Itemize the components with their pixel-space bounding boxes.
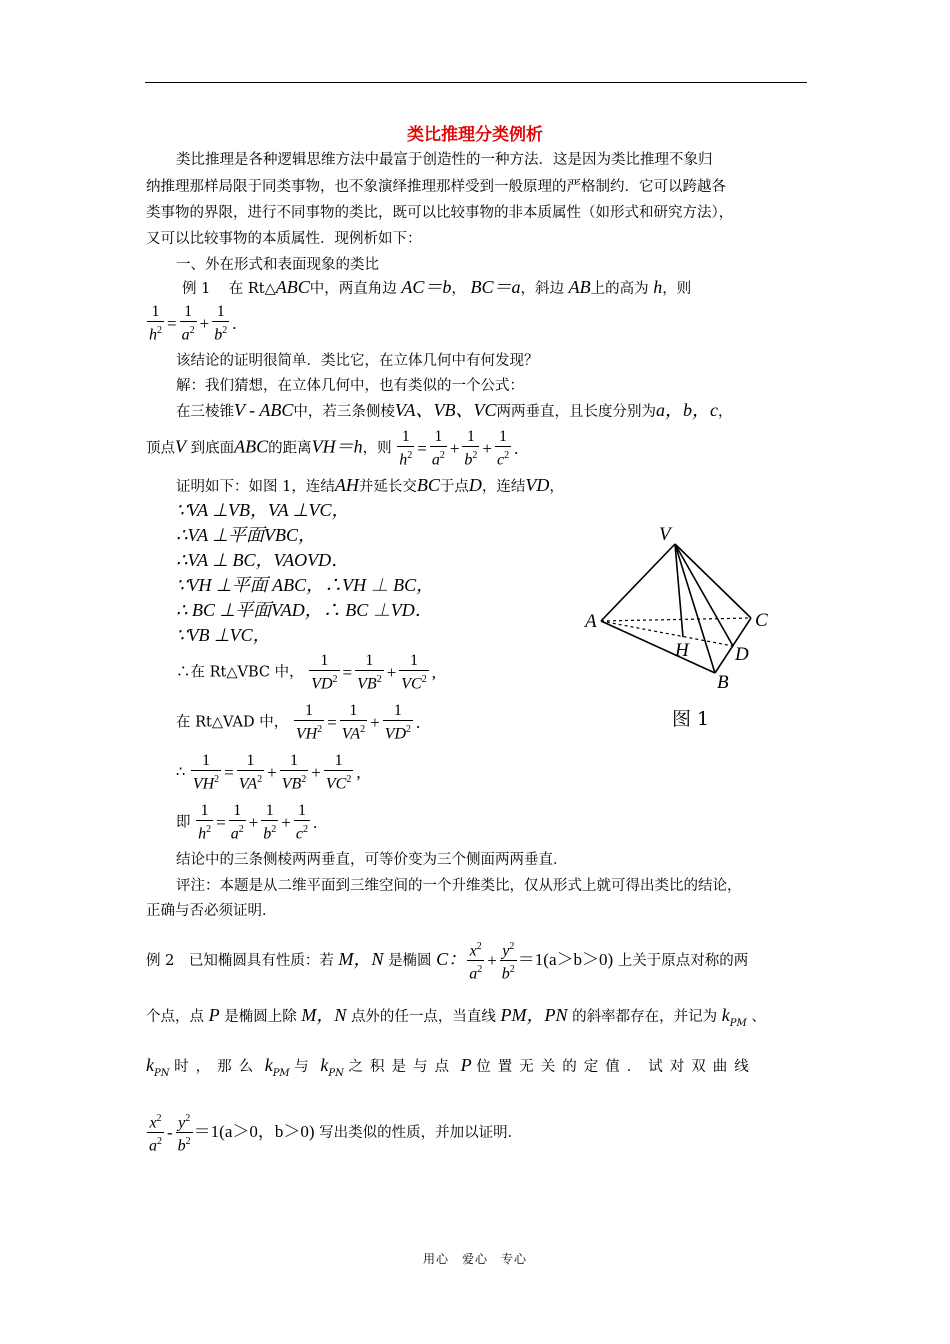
- math: k: [264, 1055, 273, 1075]
- math: VH＝h: [311, 436, 363, 457]
- math: VD: [525, 475, 550, 495]
- label-b: B: [717, 672, 729, 693]
- math: C：: [436, 948, 467, 969]
- text: 的斜率都存在，并记为: [572, 1009, 718, 1025]
- text: 中，若三条侧棱: [293, 404, 395, 420]
- ex1-text: ，则: [662, 281, 692, 297]
- math: M，N: [338, 948, 384, 969]
- proof-step: ∵VH ⊥平面 ABC，∴VH ⊥ BC，: [176, 575, 435, 595]
- math: V: [175, 436, 186, 457]
- solution-line: 解：我们猜想，在立体几何中，也有类似的一个公式：: [176, 378, 524, 394]
- math: ＝1(a＞0，b＞0): [193, 1121, 315, 1141]
- text: 到底面: [190, 440, 235, 457]
- text: 在 Rt△VAD 中，: [176, 714, 289, 731]
- example-1-label: 例 1: [182, 281, 211, 297]
- ex1-triangle: ABC: [275, 277, 310, 297]
- text: ，: [549, 479, 564, 495]
- fraction: $\frac{1}{a^2}$: [230, 802, 244, 843]
- proof-step: ∵VB ⊥VC，: [176, 625, 271, 645]
- subscript: PN: [328, 1068, 344, 1079]
- fraction: $\frac{1}{b^2}$: [214, 303, 228, 344]
- ex1-h: h: [653, 277, 663, 297]
- ex1-ac: AC＝b: [401, 277, 452, 297]
- edge-vd: [675, 544, 733, 646]
- fraction: $\frac{1}{VH^2}$: [295, 702, 323, 743]
- header-rule: [145, 82, 807, 83]
- label-a: A: [585, 611, 597, 632]
- math: AH: [334, 475, 359, 495]
- ex1-text: 在 Rt△: [228, 281, 276, 297]
- proof-step: ∴VA ⊥平面VBC，: [176, 525, 316, 545]
- intro-line-3: 类事物的界限，进行不同事物的类比，既可以比较事物的非本质属性（如形式和研究方法），: [146, 205, 734, 221]
- text: 是椭圆上除: [224, 1009, 297, 1025]
- text: 写出类似的性质，并加以证明．: [319, 1124, 523, 1141]
- proof-step: ∵VA ⊥VB，VA ⊥VC，: [176, 500, 350, 520]
- pyramid-figure: [575, 520, 775, 730]
- intro-line-2: 纳推理那样局限于同类事物，也不象演绎推理那样受到一般原理的严格制约．它可以跨越各: [146, 179, 726, 195]
- example-2-line-2: [146, 1005, 766, 1034]
- math: ABC: [234, 436, 269, 457]
- math: a，b，c: [656, 400, 718, 420]
- intro-line-1: 类比推理是各种逻辑思维方法中最富于创造性的一种方法．这是因为类比推理不象归: [176, 152, 713, 168]
- apex-line: 顶点V 到底面ABC的距离VH＝h，则 $\frac{1}{h^2}$ = $\frac{1}{a^2}$ + $\frac{1}{b^2}$ + $\frac{1}{c^2}$ .: [146, 428, 519, 469]
- math: VA、VB、VC: [394, 400, 497, 420]
- ex1-ab: AB: [568, 277, 591, 297]
- fraction: $\frac{1}{b^2}$: [263, 802, 277, 843]
- subscript: PM: [272, 1068, 290, 1079]
- therefore-line: ∴ $\frac{1}{VH^2}$ = $\frac{1}{VA^2}$ + $\frac{1}{VB^2}$ + $\frac{1}{VC^2}$ ,: [176, 752, 361, 793]
- fraction: $\frac{1}{h^2}$: [399, 428, 413, 469]
- text: 个点，点: [146, 1009, 204, 1025]
- text: 时，那么: [174, 1059, 261, 1075]
- fraction: $\frac{1}{h^2}$: [198, 802, 212, 843]
- example-2-line-4: $\frac{x^2}{a^2}$ - $\frac{y^2}{b^2}$ ＝1(a＞0，b＞0) 写出类似的性质，并加以证明．: [146, 1110, 522, 1156]
- text: 之积是与点: [348, 1059, 456, 1075]
- fraction: $\frac{1}{VD^2}$: [384, 702, 412, 743]
- edge-ad: [601, 621, 733, 646]
- text: 的距离: [268, 440, 312, 457]
- math: V - ABC: [234, 400, 294, 420]
- example-1-line: 例 1 在 Rt△ABC中，两直角边 AC＝b， BC＝a，斜边 AB上的高为 h，则: [182, 277, 692, 297]
- fraction: $\frac{1}{VC^2}$: [401, 652, 427, 693]
- fraction: $\frac{1}{VB^2}$: [357, 652, 382, 693]
- text: 例 2 已知椭圆具有性质：若: [146, 952, 334, 969]
- ex1-bc: BC＝a: [470, 277, 521, 297]
- text: 位置无关的定值．试对双曲线: [476, 1059, 756, 1075]
- text: 在三棱锥: [176, 404, 234, 420]
- fraction: $\frac{y^2}{b^2}$: [500, 938, 517, 984]
- edge-ab: [601, 621, 715, 673]
- edge-va: [601, 544, 675, 621]
- fraction: $\frac{1}{VA^2}$: [341, 702, 366, 743]
- page-footer: 用心 爱心 专心: [422, 1252, 527, 1266]
- text: 并延长交: [358, 479, 417, 495]
- fraction: $\frac{1}{VD^2}$: [311, 652, 338, 693]
- intro-line-4: 又可以比较事物的本质属性．现例析如下：: [146, 231, 422, 247]
- text: 是椭圆: [388, 952, 432, 969]
- fraction: $\frac{1}{c^2}$: [295, 802, 308, 843]
- math: ＝1(a＞b＞0): [517, 949, 614, 969]
- text: ，连结: [481, 479, 526, 495]
- math: k: [721, 1005, 730, 1025]
- label-v: V: [659, 524, 671, 545]
- ex1-text: ，斜边: [520, 281, 565, 297]
- text: 点外的任一点，当直线: [350, 1009, 496, 1025]
- text: 上关于原点对称的两: [617, 952, 749, 969]
- fraction: $\frac{x^2}{a^2}$: [467, 938, 484, 984]
- text: ∴在 Rt△VBC 中，: [176, 664, 304, 681]
- proof-step: ∴VA ⊥ BC，VAOVD．: [176, 550, 350, 570]
- result-line: 即 $\frac{1}{h^2}$ = $\frac{1}{a^2}$ + $\frac{1}{b^2}$ + $\frac{1}{c^2}$ .: [176, 802, 318, 843]
- math: BC: [416, 475, 440, 495]
- text: 顶点: [146, 440, 175, 457]
- text: 两两垂直，且长度分别为: [496, 404, 656, 420]
- question-line: 该结论的证明很简单．类比它，在立体几何中有何发现？: [176, 353, 539, 369]
- subscript: PN: [154, 1068, 170, 1079]
- math: P: [208, 1005, 220, 1025]
- label-d: D: [735, 644, 749, 665]
- text: 与: [294, 1059, 316, 1075]
- figure-caption: 图 1: [672, 708, 710, 730]
- comment-line-2: 正确与否必须证明．: [146, 903, 277, 919]
- fraction: $\frac{1}{VB^2}$: [281, 752, 307, 793]
- example-2-line-1: 例 2 已知椭圆具有性质：若 M，N 是椭圆 C： $\frac{x^2}{a^2}$ + $\frac{y^2}{b^2}$ ＝1(a＞b＞0) 上关于原点对称的两: [146, 938, 748, 984]
- label-c: C: [755, 610, 768, 631]
- math: P: [460, 1055, 472, 1075]
- fraction: $\frac{y^2}{b^2}$: [176, 1110, 193, 1156]
- math: D: [468, 475, 482, 495]
- math: M，N: [301, 1005, 347, 1025]
- triangle-vbc-line: ∴在 Rt△VBC 中， $\frac{1}{VD^2}$ = $\frac{1}{VB^2}$ + $\frac{1}{VC^2}$ ,: [176, 652, 436, 693]
- math: k: [320, 1055, 329, 1075]
- ex1-text: 上的高为: [590, 281, 649, 297]
- subscript: PM: [729, 1018, 747, 1029]
- text: ，则: [362, 440, 392, 457]
- text: ，: [718, 404, 733, 420]
- label-h: H: [675, 640, 689, 661]
- edge-ac: [601, 618, 751, 621]
- ex1-text: 中，两直角边: [309, 281, 397, 297]
- conclusion-line: 结论中的三条侧棱两两垂直，可等价变为三个侧面两两垂直．: [176, 852, 568, 868]
- section-heading: 一、外在形式和表面现象的类比: [176, 257, 379, 273]
- text: 证明如下：如图 1，连结: [176, 479, 335, 495]
- proof-step: ∴ BC ⊥平面VAD，∴ BC ⊥VD．: [176, 600, 433, 620]
- triangle-vad-line: 在 Rt△VAD 中， $\frac{1}{VH^2}$ = $\frac{1}{VA^2}$ + $\frac{1}{VD^2}$ .: [176, 702, 421, 743]
- fraction: $\frac{1}{a^2}$: [181, 303, 195, 344]
- fraction: $\frac{1}{VA^2}$: [238, 752, 263, 793]
- fraction: $\frac{1}{b^2}$: [464, 428, 478, 469]
- fraction: $\frac{1}{VC^2}$: [325, 752, 352, 793]
- fraction: $\frac{1}{h^2}$: [149, 303, 162, 344]
- text: ∴: [176, 764, 186, 781]
- proof-intro-line: [176, 475, 564, 497]
- math: k: [146, 1055, 154, 1075]
- fraction: $\frac{1}{a^2}$: [431, 428, 445, 469]
- fraction: $\frac{1}{c^2}$: [497, 428, 510, 469]
- text: 即: [176, 814, 191, 831]
- text: 、: [751, 1009, 766, 1025]
- page-title: 类比推理分类例析: [407, 125, 543, 145]
- comment-line-1: 评注：本题是从二维平面到三维空间的一个升维类比，仅从形式上就可得出类比的结论，: [176, 878, 742, 894]
- fraction: $\frac{x^2}{a^2}$: [147, 1110, 164, 1156]
- example-2-line-3: [146, 1055, 808, 1084]
- fraction: $\frac{1}{VH^2}$: [192, 752, 220, 793]
- text: 于点: [439, 479, 469, 495]
- pyramid-line: [176, 400, 733, 422]
- math: PM，PN: [500, 1005, 568, 1025]
- formula-2d: $\frac{1}{h^2}$ = $\frac{1}{a^2}$ + $\frac{1}{b^2}$ .: [149, 303, 237, 344]
